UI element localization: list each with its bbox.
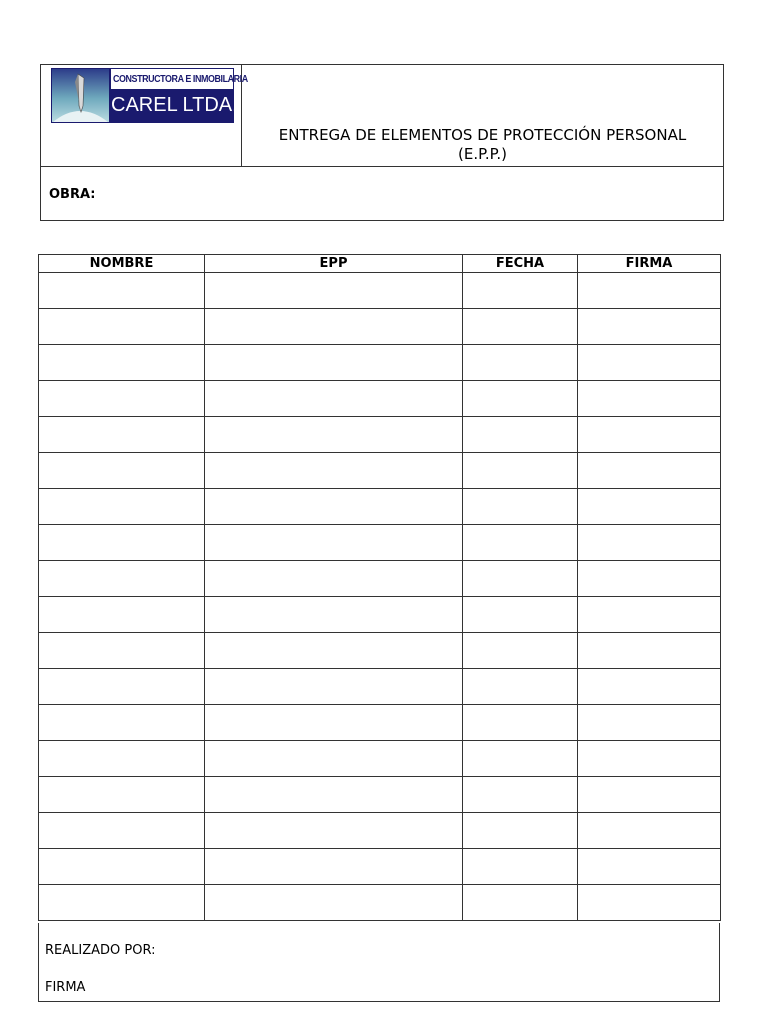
cell-firma[interactable]: [578, 309, 721, 345]
table-row: [39, 489, 721, 525]
cell-fecha[interactable]: [463, 741, 578, 777]
cell-firma[interactable]: [578, 777, 721, 813]
column-header-epp: EPP: [205, 255, 463, 273]
cell-fecha[interactable]: [463, 453, 578, 489]
cell-epp[interactable]: [205, 561, 463, 597]
cell-fecha[interactable]: [463, 345, 578, 381]
cell-fecha[interactable]: [463, 705, 578, 741]
cell-nombre[interactable]: [39, 813, 205, 849]
cell-firma[interactable]: [578, 381, 721, 417]
table-row: [39, 705, 721, 741]
cell-epp[interactable]: [205, 849, 463, 885]
cell-nombre[interactable]: [39, 597, 205, 633]
document-header: [40, 64, 724, 221]
cell-firma[interactable]: [578, 273, 721, 309]
cell-epp[interactable]: [205, 345, 463, 381]
cell-epp[interactable]: [205, 381, 463, 417]
table-row: [39, 885, 721, 921]
cell-fecha[interactable]: [463, 489, 578, 525]
cell-firma[interactable]: [578, 741, 721, 777]
cell-fecha[interactable]: [463, 417, 578, 453]
logo-text-company-name: CAREL LTDA.: [111, 94, 238, 116]
cell-epp[interactable]: [205, 597, 463, 633]
cell-firma[interactable]: [578, 345, 721, 381]
obra-label: OBRA:: [49, 187, 96, 202]
table-row: [39, 453, 721, 489]
cell-epp[interactable]: [205, 813, 463, 849]
cell-fecha[interactable]: [463, 309, 578, 345]
logo-cell: [41, 65, 248, 167]
cell-firma[interactable]: [578, 453, 721, 489]
table-row: [39, 597, 721, 633]
cell-nombre[interactable]: [39, 453, 205, 489]
cell-epp[interactable]: [205, 273, 463, 309]
table-row: [39, 777, 721, 813]
cell-epp[interactable]: [205, 705, 463, 741]
cell-nombre[interactable]: [39, 561, 205, 597]
cell-nombre[interactable]: [39, 525, 205, 561]
document-footer: [38, 923, 720, 1002]
cell-epp[interactable]: [205, 741, 463, 777]
table-row: [39, 417, 721, 453]
cell-nombre[interactable]: [39, 741, 205, 777]
cell-epp[interactable]: [205, 525, 463, 561]
cell-fecha[interactable]: [463, 777, 578, 813]
table-row: [39, 525, 721, 561]
column-header-nombre: NOMBRE: [39, 255, 205, 273]
cell-nombre[interactable]: [39, 849, 205, 885]
table-row: [39, 849, 721, 885]
cell-fecha[interactable]: [463, 561, 578, 597]
epp-delivery-table: [38, 254, 721, 921]
cell-epp[interactable]: [205, 417, 463, 453]
cell-nombre[interactable]: [39, 633, 205, 669]
cell-firma[interactable]: [578, 669, 721, 705]
cell-firma[interactable]: [578, 633, 721, 669]
table-body: [39, 273, 721, 921]
title-line-2: (E.P.P.): [458, 145, 507, 163]
table-row: [39, 381, 721, 417]
cell-fecha[interactable]: [463, 813, 578, 849]
cell-fecha[interactable]: [463, 633, 578, 669]
cell-epp[interactable]: [205, 453, 463, 489]
cell-nombre[interactable]: [39, 777, 205, 813]
cell-firma[interactable]: [578, 525, 721, 561]
cell-nombre[interactable]: [39, 273, 205, 309]
title-line-1: ENTREGA DE ELEMENTOS DE PROTECCIÓN PERSONAL: [278, 126, 687, 144]
title-cell: [242, 65, 723, 167]
cell-firma[interactable]: [578, 597, 721, 633]
cell-nombre[interactable]: [39, 309, 205, 345]
cell-nombre[interactable]: [39, 489, 205, 525]
cell-firma[interactable]: [578, 849, 721, 885]
column-header-firma: FIRMA: [578, 255, 721, 273]
table-row: [39, 345, 721, 381]
cell-fecha[interactable]: [463, 669, 578, 705]
cell-epp[interactable]: [205, 777, 463, 813]
cell-nombre[interactable]: [39, 381, 205, 417]
cell-epp[interactable]: [205, 633, 463, 669]
cell-nombre[interactable]: [39, 669, 205, 705]
cell-firma[interactable]: [578, 705, 721, 741]
cell-epp[interactable]: [205, 669, 463, 705]
cell-fecha[interactable]: [463, 381, 578, 417]
firma-label: FIRMA: [45, 980, 86, 995]
cell-epp[interactable]: [205, 489, 463, 525]
cell-firma[interactable]: [578, 489, 721, 525]
cell-firma[interactable]: [578, 813, 721, 849]
table-row: [39, 561, 721, 597]
document-title: [242, 126, 723, 164]
table-row: [39, 741, 721, 777]
company-logo: [51, 68, 248, 123]
cell-epp[interactable]: [205, 309, 463, 345]
cell-nombre[interactable]: [39, 705, 205, 741]
table-row: [39, 309, 721, 345]
cell-fecha[interactable]: [463, 885, 578, 921]
table-row: [39, 813, 721, 849]
header-divider: [41, 166, 723, 167]
table-row: [39, 633, 721, 669]
logo-text-company-type: CONSTRUCTORA E INMOBILARIA: [113, 70, 214, 88]
cell-fecha[interactable]: [463, 597, 578, 633]
cell-nombre[interactable]: [39, 885, 205, 921]
cell-epp[interactable]: [205, 885, 463, 921]
cell-firma[interactable]: [578, 417, 721, 453]
cell-nombre[interactable]: [39, 345, 205, 381]
cell-firma[interactable]: [578, 885, 721, 921]
cell-fecha[interactable]: [463, 849, 578, 885]
table-header-row: [39, 255, 721, 273]
table-row: [39, 273, 721, 309]
cell-fecha[interactable]: [463, 273, 578, 309]
column-header-fecha: FECHA: [463, 255, 578, 273]
cell-nombre[interactable]: [39, 417, 205, 453]
table-row: [39, 669, 721, 705]
cell-fecha[interactable]: [463, 525, 578, 561]
cell-firma[interactable]: [578, 561, 721, 597]
realizado-por-label: REALIZADO POR:: [45, 943, 156, 958]
